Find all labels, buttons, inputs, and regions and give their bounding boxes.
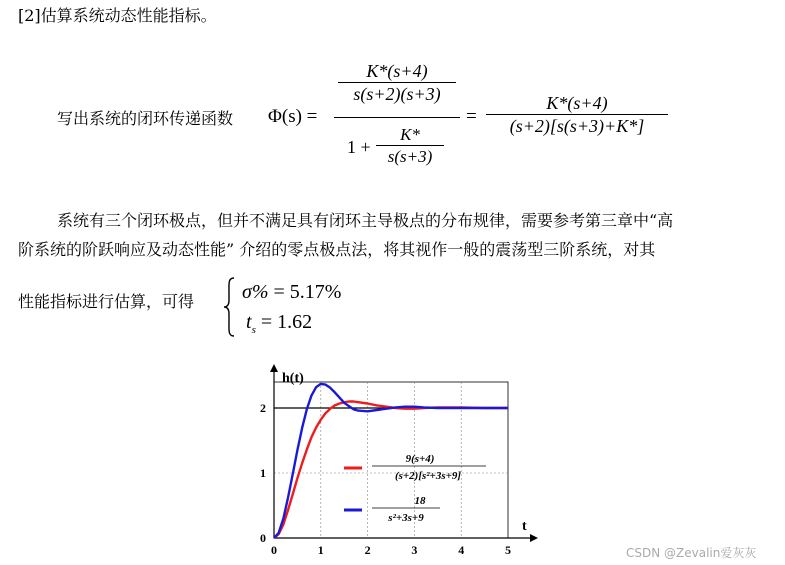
- transfer-function-lead-text: 写出系统的闭环传递函数: [57, 109, 234, 128]
- y-axis-label: h(t): [282, 371, 304, 386]
- x-tick-label: 1: [317, 543, 324, 557]
- paragraph-line-1: 系统有三个闭环极点，但并不满足具有闭环主导极点的分布规律，需要参考第三章中“高: [57, 211, 674, 230]
- result-denominator: (s+2)[s(s+3)+K*]: [509, 116, 645, 136]
- y-axis-arrow: [270, 364, 278, 372]
- result-numerator: K*(s+4): [546, 93, 608, 113]
- legend-denominator-1: (s+2)[s²+3s+9]: [394, 470, 462, 482]
- y-tick-label: 1: [260, 466, 266, 480]
- x-tick-label: 2: [364, 543, 371, 557]
- y-tick-label: 2: [260, 401, 266, 415]
- step-response-chart: [250, 360, 550, 560]
- x-axis-label: t: [522, 519, 527, 534]
- legend-numerator-1: 9(s+4): [405, 453, 435, 465]
- small-fraction: [374, 124, 446, 168]
- overshoot-value: = 5.17%: [273, 281, 342, 303]
- inner-numerator: K*(s+4): [366, 61, 428, 81]
- x-tick-label: 0: [271, 543, 277, 557]
- legend-numerator-2: 18: [414, 495, 426, 507]
- settling-subscript: s: [251, 324, 256, 336]
- x-tick-label: 3: [411, 543, 418, 557]
- section-heading: [2]估算系统动态性能指标。: [18, 6, 217, 25]
- main-fraction-bar: [334, 117, 460, 118]
- paragraph-line-3: 性能指标进行估算，可得: [18, 292, 195, 311]
- x-tick-label: 5: [505, 543, 511, 557]
- y-tick-label: 0: [260, 531, 266, 545]
- small-denominator: s(s+3): [387, 147, 433, 166]
- settling-value: = 1.62: [260, 311, 313, 333]
- equals-sign: =: [466, 106, 477, 127]
- paragraph-line-2: 阶系统的阶跃响应及动态性能” 介绍的零点极点法，将其视作一般的震荡型三阶系统，对其: [18, 240, 656, 259]
- overshoot-row: [242, 280, 341, 304]
- small-numerator: K*: [400, 125, 420, 144]
- overshoot-label: σ%: [242, 281, 269, 303]
- x-tick-label: 4: [458, 543, 465, 557]
- legend-denominator-2: s²+3s+9: [388, 512, 424, 524]
- settling-label: t: [246, 311, 252, 333]
- x-axis-arrow: [530, 534, 538, 542]
- watermark: CSDN @Zevalin爱灰灰: [626, 546, 757, 560]
- inner-denominator: s(s+2)(s+3): [353, 84, 441, 104]
- result-fraction: [484, 92, 670, 137]
- phi-symbol: Φ(s) =: [268, 106, 318, 127]
- compound-fraction: [336, 60, 458, 105]
- left-brace: [222, 276, 236, 338]
- one-plus: 1 +: [347, 137, 371, 157]
- settling-row: [246, 310, 312, 342]
